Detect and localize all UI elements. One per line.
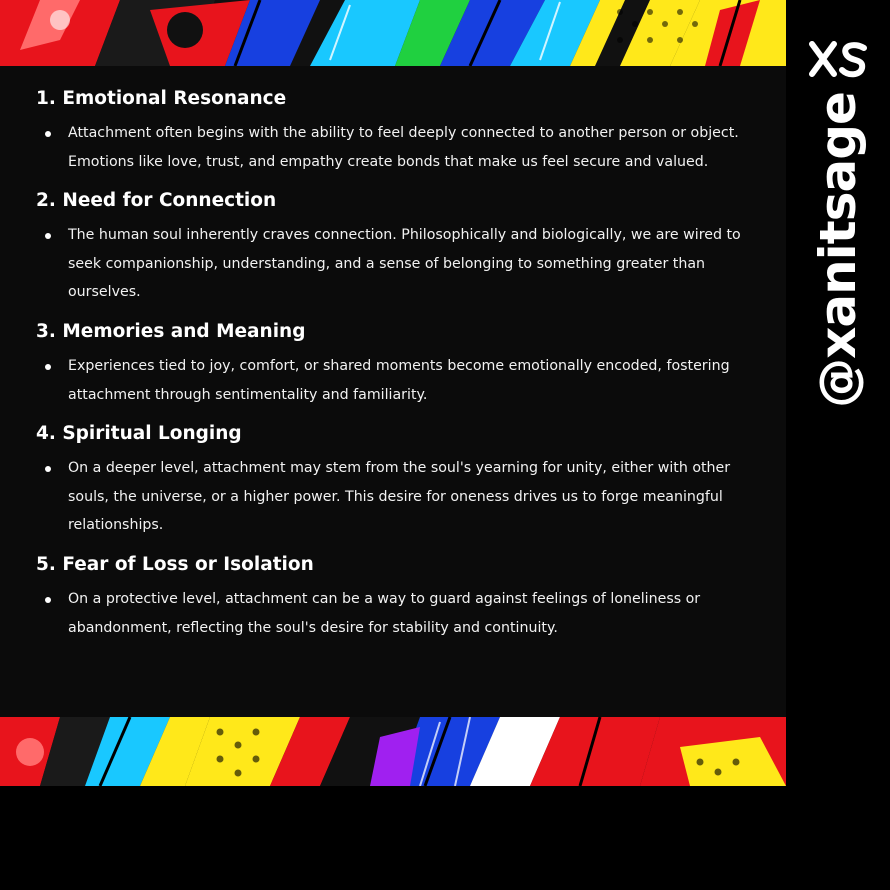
bullet-list <box>42 221 750 307</box>
bullet-item: On a protective level, attachment can be a way to guard against feelings of loneliness or abandonment, reflecting the soul's desire for stability and continuity. <box>42 585 750 642</box>
bullet-list <box>42 585 750 642</box>
section-title: Need for Connection <box>62 190 277 212</box>
brand-handle: @xanitsage <box>809 92 867 408</box>
section-fear-of-loss <box>36 552 750 642</box>
section-number: 2. <box>36 190 56 212</box>
section-memories-and-meaning <box>36 319 750 409</box>
section-title: Memories and Meaning <box>62 320 306 342</box>
footer-blank-area <box>0 786 890 890</box>
abstract-graffiti-art <box>0 0 786 66</box>
section-spiritual-longing <box>36 421 750 540</box>
section-number: 1. <box>36 88 56 109</box>
section-heading <box>36 421 750 447</box>
bullet-item: On a deeper level, attachment may stem from the soul's yearning for unity, either with other souls, the universe, or a higher power. This desire for oneness drives us to forge meaningful relationships. <box>42 454 750 540</box>
section-heading <box>36 319 750 345</box>
section-title: Emotional Resonance <box>62 88 287 109</box>
decorative-art-bottom <box>0 717 786 786</box>
section-heading <box>36 188 750 214</box>
decorative-art-top <box>0 0 786 66</box>
section-emotional-resonance <box>36 86 750 176</box>
section-number: 5. <box>36 553 56 575</box>
section-need-for-connection <box>36 188 750 307</box>
bullet-list <box>42 454 750 540</box>
bullet-item: Attachment often begins with the ability to feel deeply connected to another person or object. Emotions like love, trust, and empathy create bonds that make us feel secure and valued. <box>42 119 750 176</box>
section-title: Fear of Loss or Isolation <box>62 553 314 575</box>
bullet-list <box>42 119 750 176</box>
section-heading <box>36 86 750 112</box>
abstract-graffiti-art <box>0 717 786 786</box>
xs-monogram-icon <box>808 40 868 78</box>
bullet-list <box>42 352 750 409</box>
section-number: 4. <box>36 423 56 445</box>
bullet-item: The human soul inherently craves connection. Philosophically and biologically, we are wired to seek companionship, understanding, and a sense of belonging to something greater than ourselves. <box>42 221 750 307</box>
section-number: 3. <box>36 320 56 342</box>
section-heading <box>36 552 750 578</box>
section-title: Spiritual Longing <box>62 423 242 445</box>
content-panel <box>0 66 786 717</box>
bullet-item: Experiences tied to joy, comfort, or shared moments become emotionally encoded, fostering attachment through sentimentality and familiarity. <box>42 352 750 409</box>
